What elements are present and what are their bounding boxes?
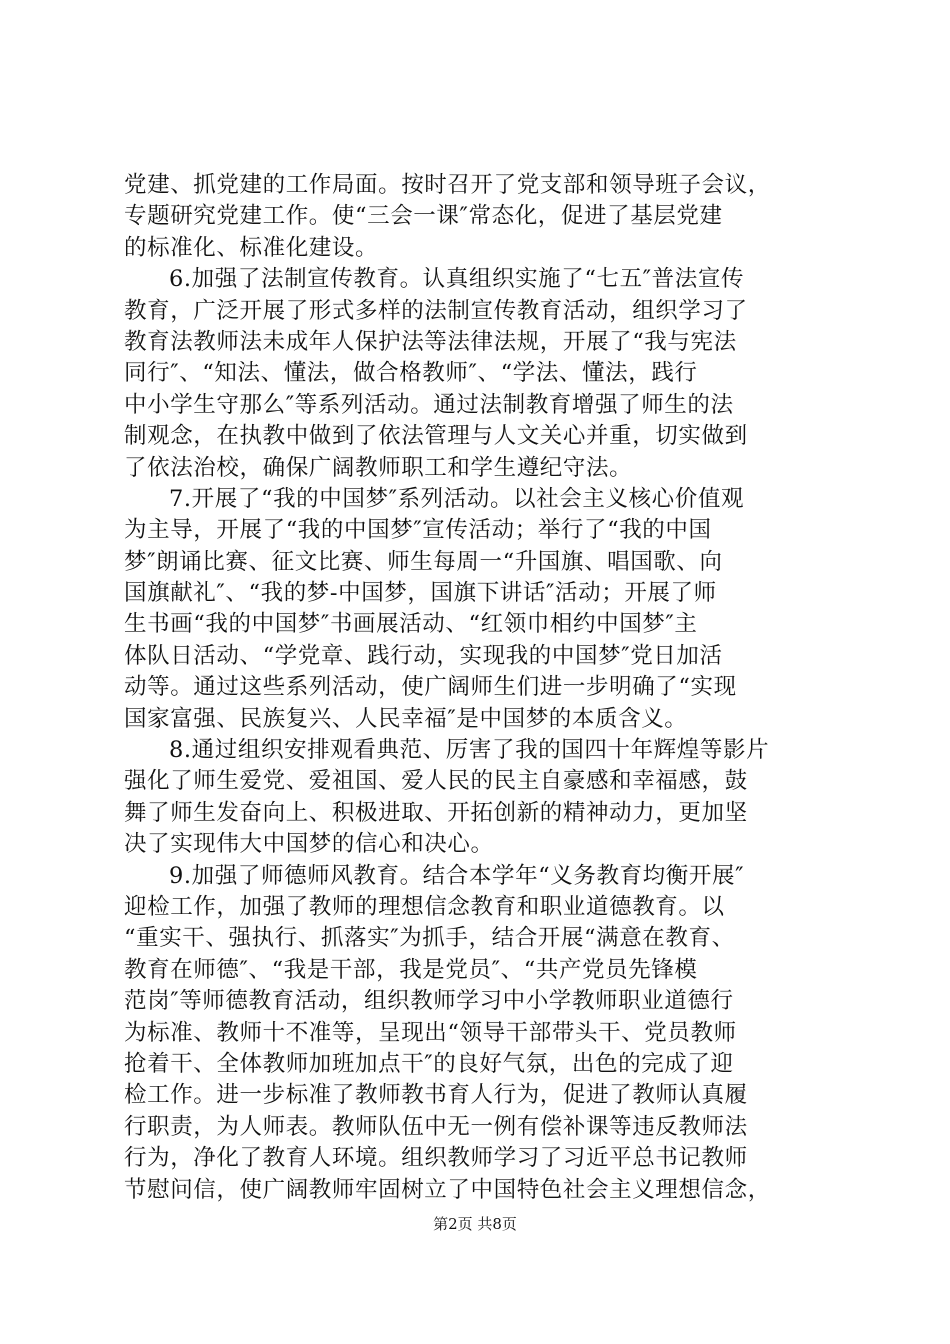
text-line: 国家富强、民族复兴、人民幸福″是中国梦的本质含义。 — [124, 705, 688, 732]
text-line: 国旗献礼″、“我的梦-中国梦，国旗下讲话″活动；开展了师 — [124, 580, 717, 607]
text-line: 行为，净化了教育人环境。组织教师学习了习近平总书记教师 — [124, 1145, 748, 1172]
text-line: “重实干、强执行、抓落实″为抓手，结合开展“满意在教育、 — [124, 925, 735, 952]
text-line: 决了实现伟大中国梦的信心和决心。 — [124, 831, 494, 858]
paragraph-start-line: 9.加强了师德师风教育。结合本学年“义务教育均衡开展″ — [169, 862, 745, 889]
text-line: 党建、抓党建的工作局面。按时召开了党支部和领导班子会议， — [124, 172, 771, 198]
text-line: 教育在师德″、“我是干部，我是党员″、“共产党员先锋模 — [124, 956, 698, 983]
text-line: 专题研究党建工作。使“三会一课″常态化，促进了基层党建 — [124, 203, 723, 230]
text-line: 为标准、教师十不准等，呈现出“领导干部带头干、党员教师 — [124, 1019, 737, 1046]
text-line: 检工作。进一步标准了教师教书育人行为，促进了教师认真履 — [124, 1082, 748, 1109]
paragraph-start-line: 6.加强了法制宣传教育。认真组织实施了“七五″普法宣传 — [169, 266, 745, 293]
text-line: 行职责，为人师表。教师队伍中无一例有偿补课等违反教师法 — [124, 1113, 748, 1140]
text-line: 强化了师生爱党、爱祖国、爱人民的民主自豪感和幸福感，鼓 — [124, 768, 748, 795]
text-line: 中小学生守那么″等系列活动。通过法制教育增强了师生的法 — [124, 391, 734, 418]
paragraph-start-line: 7.开展了“我的中国梦″系列活动。以社会主义核心价值观 — [169, 485, 745, 512]
text-line: 动等。通过这些系列活动，使广阔师生们进一步明确了“实现 — [124, 674, 737, 701]
document-body — [124, 170, 839, 1206]
text-line: 范岗″等师德教育活动，组织教师学习中小学教师职业道德行 — [124, 988, 734, 1015]
text-line: 教育法教师法未成年人保护法等法律法规，开展了“我与宪法 — [124, 328, 737, 355]
paragraph-start-line: 8.通过组织安排观看典范、厉害了我的国四十年辉煌等影片 — [169, 737, 770, 764]
text-line: 生书画“我的中国梦″书画展活动、“红领巾相约中国梦″主 — [124, 611, 698, 638]
text-line: 舞了师生发奋向上、积极进取、开拓创新的精神动力，更加坚 — [124, 799, 748, 826]
text-line: 了依法治校，确保广阔教师职工和学生遵纪守法。 — [124, 454, 633, 481]
text-line: 制观念，在执教中做到了依法管理与人文关心并重，切实做到 — [124, 423, 748, 450]
text-line: 体队日活动、“学党章、践行动，实现我的中国梦″党日加活 — [124, 642, 723, 669]
text-line: 同行″、“知法、懂法，做合格教师″、“学法、懂法，践行 — [124, 360, 698, 387]
text-line: 教育，广泛开展了形式多样的法制宣传教育活动，组织学习了 — [124, 297, 748, 324]
text-line: 迎检工作，加强了教师的理想信念教育和职业道德教育。以 — [124, 893, 725, 920]
page-number-footer: 第2页 共8页 — [433, 1215, 517, 1233]
text-line: 的标准化、标准化建设。 — [124, 234, 379, 261]
text-line: 节慰问信，使广阔教师牢固树立了中国特色社会主义理想信念， — [124, 1176, 771, 1203]
text-line: 为主导，开展了“我的中国梦″宣传活动；举行了“我的中国 — [124, 517, 712, 544]
text-line: 梦″朗诵比赛、征文比赛、师生每周一“升国旗、唱国歌、向 — [124, 548, 723, 575]
text-line: 抢着干、全体教师加班加点干″的良好气氛，出色的完成了迎 — [124, 1050, 734, 1077]
